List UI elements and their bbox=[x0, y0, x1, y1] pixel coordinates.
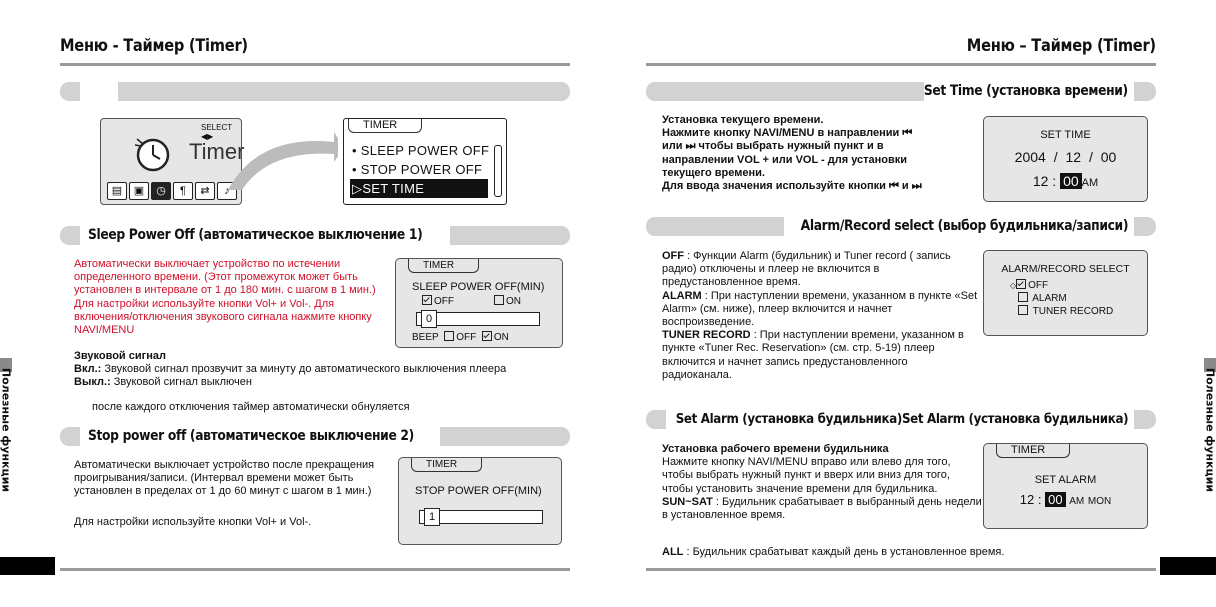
page-title-right: Меню – Таймер (Timer) bbox=[966, 36, 1156, 56]
checkbox-off[interactable] bbox=[422, 295, 432, 305]
sound-on-text: Звуковой сигнал прозвучит за минуту до автоматического выключения плеера bbox=[104, 363, 507, 375]
tools-icon: ¶ bbox=[173, 182, 193, 200]
set-alarm-title: SET ALARM bbox=[1034, 474, 1097, 486]
side-label-left: Полезные функции bbox=[0, 367, 13, 493]
clock-small-icon: ◷ bbox=[151, 182, 171, 200]
book-icon: ▤ bbox=[107, 182, 127, 200]
alarm-record-screen bbox=[983, 250, 1148, 336]
stop-description-2: Для настройки используйте кнопки Vol+ и Vol-. bbox=[74, 516, 312, 528]
option-alarm[interactable]: ALARM bbox=[1010, 292, 1113, 305]
sleep-tab: TIMER bbox=[408, 259, 479, 273]
checkbox-on[interactable] bbox=[494, 295, 504, 305]
heading-set-time: Set Time (установка времени) bbox=[924, 83, 1128, 99]
section-bar-stop bbox=[60, 427, 570, 446]
sound-title: Звуковой сигнал bbox=[74, 350, 166, 362]
minute-field[interactable]: 00 bbox=[1060, 173, 1082, 189]
stop-description: Автоматически выключает устройство после прекращения проигрывания/записи. (Интервал времени может быть установлен в пределах от 1 до 60 минут с шагом в 1 мин.) bbox=[74, 459, 375, 498]
set-time-screen bbox=[983, 116, 1148, 202]
heading-set-alarm: Set Alarm (установка будильника)Set Alarm (установка будильника) bbox=[675, 411, 1128, 427]
music-note-icon: ♪ bbox=[217, 182, 237, 200]
title-rule-left bbox=[60, 63, 570, 66]
menu-item-set-time[interactable]: ▷SET TIME bbox=[350, 179, 488, 198]
bottom-rule-left bbox=[60, 568, 570, 571]
set-time-clock: 12 : 00 AM bbox=[1032, 173, 1099, 189]
set-alarm-screen bbox=[983, 443, 1148, 529]
timer-menu-screen bbox=[343, 118, 507, 205]
set-time-title: SET TIME bbox=[1040, 129, 1091, 141]
title-rule-right bbox=[646, 63, 1156, 66]
next-track-icon: ⏭ bbox=[911, 180, 922, 193]
page-tab-left bbox=[0, 557, 55, 575]
alarm-record-title: ALARM/RECORD SELECT bbox=[1001, 263, 1130, 275]
stop-tab: TIMER bbox=[411, 458, 482, 472]
beep-off-checkbox[interactable] bbox=[444, 331, 454, 341]
set-alarm-text: Установка рабочего времени будильника Нажмите кнопку NAVI/MENU вправо или влево для того, чтобы выбрать нужный пункт и вверх или вниз для того, чтобы установить значение времени для будильника. SUN~SAT : Будильник срабатывает в выбранный день недели в установленное время. bbox=[662, 443, 982, 522]
sleep-value-slider[interactable]: 0 bbox=[416, 312, 540, 326]
section-bar-set-time bbox=[646, 82, 1156, 101]
sound-off-text: Звуковой сигнал выключен bbox=[113, 376, 252, 388]
pointer-icon: ◇ bbox=[1010, 281, 1017, 290]
alarm-minute-field[interactable]: 00 bbox=[1045, 492, 1065, 507]
scrollbar[interactable] bbox=[494, 145, 502, 197]
set-time-text: Установка текущего времени. Нажмите кнопку NAVI/MENU в направлении ⏮ или ⏭ чтобы выбрать нужный пункт и в направлении VOL + или VOL - для установки текущего времени. Для ввода значения используйте кнопки ⏮ и ⏭ bbox=[662, 114, 922, 193]
heading-alarm-record-select: Alarm/Record select (выбор будильника/записи) bbox=[800, 218, 1128, 234]
bottom-rule-right bbox=[646, 568, 1156, 571]
heading-sleep-power-off: Sleep Power Off (автоматическое выключение 1) bbox=[88, 227, 423, 243]
callout-text: Click the NAVI/MENU button bbox=[279, 158, 315, 186]
prev-track-icon: ⏮ bbox=[888, 180, 899, 193]
alarm-select-text: OFF : Функции Alarm (будильник) и Tuner record ( запись радио) отключены и плеер не включится в предустановленное время. ALARM : При наступлении времени, указанном в пункте «Set Alarm» (см. ниже), плеер включится и начнет воспроизведение. TUNER RECORD : При наступлении времени, указанном в пункте «Tuner Rec. Reservation» (см. стр. 5-19) плеер включится и начнет запись предустановленного радиоканала. bbox=[662, 250, 978, 381]
set-alarm-clock: 12 : 00 AM MON bbox=[1019, 492, 1112, 507]
set-time-date: 2004 / 12 / 00 bbox=[1014, 149, 1117, 165]
option-off[interactable]: ◇ OFF bbox=[1010, 280, 1049, 291]
option-tuner-record[interactable]: TUNER RECORD bbox=[1010, 305, 1113, 318]
stop-value-slider[interactable]: 1 bbox=[419, 510, 543, 524]
clock-icon bbox=[131, 133, 175, 178]
reset-note: после каждого отключения таймер автоматически обнуляется bbox=[92, 401, 410, 413]
sleep-screen-title: SLEEP POWER OFF(MIN) bbox=[412, 281, 545, 293]
stop-screen-title: STOP POWER OFF(MIN) bbox=[415, 485, 542, 497]
page-title-left: Меню - Таймер (Timer) bbox=[60, 36, 248, 56]
beep-on-checkbox[interactable] bbox=[482, 331, 492, 341]
left-right-arrow-icon: ◀▶ bbox=[201, 132, 214, 141]
sleep-power-screen: TIMER SLEEP POWER OFF(MIN) OFF ON 0 BEEP OFF ON bbox=[395, 258, 563, 348]
all-text: : Будильник срабатыват каждый день в установленное время. bbox=[686, 546, 1005, 558]
section-bar-empty bbox=[60, 82, 570, 101]
menu-item-sleep-power-off[interactable]: • SLEEP POWER OFF bbox=[352, 143, 490, 158]
timer-word: Timer bbox=[189, 139, 245, 164]
select-label: SELECT bbox=[201, 123, 232, 132]
page-tab-right bbox=[1160, 557, 1216, 575]
prev-track-icon: ⏮ bbox=[902, 127, 913, 140]
sleep-description: Автоматически выключает устройство по истечении определенного времени. (Этот промежуток может быть установлен в интервале от 1 до 180 мин. с шагом в 1 мин.) Для настройки используйте кнопки Vol+ и Vol-. Для включения/отключения звукового сигнала нажмите кнопку NAVI/MENU bbox=[74, 258, 376, 337]
timer-menu-illustration bbox=[100, 118, 510, 210]
section-bar-sleep bbox=[60, 226, 570, 245]
stop-power-screen bbox=[398, 457, 562, 545]
next-track-icon: ⏭ bbox=[685, 140, 696, 153]
heading-stop-power-off: Stop power off (автоматическое выключение 2) bbox=[88, 428, 414, 444]
side-label-right: Полезные функции bbox=[1203, 367, 1216, 493]
repeat-icon: ⇄ bbox=[195, 182, 215, 200]
section-bar-set-alarm bbox=[646, 410, 1156, 429]
set-alarm-tab: TIMER bbox=[996, 444, 1070, 458]
timer-tab: TIMER bbox=[348, 119, 422, 133]
menu-item-stop-power-off[interactable]: • STOP POWER OFF bbox=[352, 162, 483, 177]
display-icon: ▣ bbox=[129, 182, 149, 200]
section-bar-alarm-select bbox=[646, 217, 1156, 236]
